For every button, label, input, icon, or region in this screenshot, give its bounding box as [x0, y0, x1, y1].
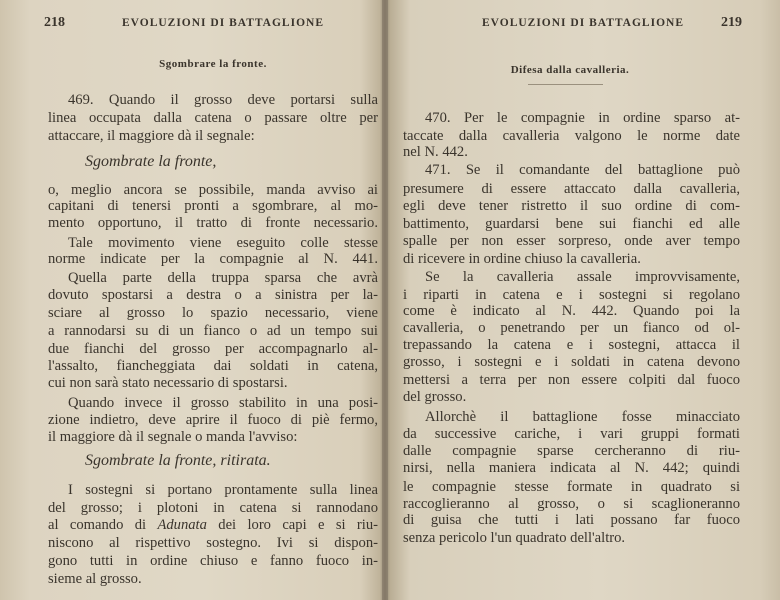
text-line: mettersi a terra per non essere colpiti dal fuoco [403, 372, 740, 388]
text-line: sieme al grosso. [48, 571, 142, 587]
text-line: capitani di tenersi pronti a sgombrare, al mo- [48, 198, 378, 214]
text-segment: al comando di [48, 517, 158, 533]
page-number: 218 [44, 15, 65, 30]
text-line: Se la cavalleria assale improvvisamente, [425, 269, 740, 285]
text-line: taccate dalla cavalleria valgono le norme date [403, 128, 740, 144]
text-line: da successive cariche, i vari gruppi formati [403, 426, 740, 442]
text-line: di ricevere in ordine chiuso la cavalleria. [403, 251, 641, 267]
italic-term: Adunata [157, 517, 207, 533]
text-line: i riparti in catena e i sostegni si regolano [403, 287, 740, 303]
text-line: senza pericolo l'un quadrato dell'altro. [403, 530, 626, 546]
text-line: linea occupata dalla catena o passare oltre per [48, 110, 378, 126]
text-line: niscono al rispettivo sostegno. Ivi si dispon- [48, 535, 378, 551]
text-line: raccoglieranno al grosso, o si scaglioneranno [403, 496, 740, 512]
left-page [0, 0, 386, 600]
text-line: a rannodarsi su di un fianco o ad un tempo sui [48, 323, 378, 339]
text-line: 471. Se il comandante del battaglione può [425, 162, 740, 178]
page-number: 219 [721, 15, 742, 30]
text-line: Quella parte della truppa sparsa che avrà [68, 270, 378, 286]
section-title: Difesa dalla cavalleria. [510, 64, 630, 76]
running-head: EVOLUZIONI DI BATTAGLIONE [482, 17, 684, 29]
signal-command-line: Sgombrate la fronte, ritirata. [85, 452, 271, 469]
text-line: presumere di essere attaccato dalla cavalleria, [403, 181, 740, 197]
text-line: o, meglio ancora se possibile, manda avviso ai [48, 182, 378, 198]
text-line: del grosso. [403, 389, 467, 405]
text-line: le compagnie stesse formate in quadrato si [403, 479, 740, 495]
text-line: I sostegni si portano prontamente sulla linea [68, 482, 378, 498]
text-line: 470. Per le compagnie in ordine sparso at- [425, 110, 740, 126]
text-line: Tale movimento viene eseguito colle stesse [68, 235, 378, 251]
text-line: come è indicato al N. 442. Quando poi la [403, 303, 740, 319]
running-head: EVOLUZIONI DI BATTAGLIONE [122, 17, 324, 29]
text-line: 469. Quando il grosso deve portarsi sulla [68, 92, 378, 108]
text-line: grosso, i sostegni e i soldati in catena devono [403, 354, 740, 370]
text-line: due fianchi del grosso per accompagnarlo al- [48, 341, 378, 357]
text-line: dalle compagnie sparse cercheranno di riu- [403, 443, 740, 459]
text-line: nel N. 442. [403, 144, 468, 160]
text-line: Allorchè il battaglione fosse minacciato [425, 409, 740, 425]
text-line: mento opportuno, il tratto di fronte necessario. [48, 215, 378, 231]
text-line: trepassando la catena e i sostegni, attacca il [403, 337, 740, 353]
text-line: cavalleria, o penetrando per un fianco od ol- [403, 320, 740, 336]
text-line: nirsi, nella maniera indicata al N. 442; quindi [403, 460, 740, 476]
section-title: Sgombrare la fronte. [159, 58, 267, 70]
text-segment: dei loro capi e si riu- [206, 517, 378, 533]
text-line: norme indicate per la compagnie al N. 441. [48, 251, 378, 267]
text-line: del grosso; i plotoni in catena si rannodano [48, 500, 378, 516]
text-line: cui non sarà stato necessario di spostarsi. [48, 375, 288, 391]
text-line: attaccare, il maggiore dà il segnale: [48, 128, 255, 144]
text-line: l'assalto, fiancheggiata dai soldati in catena, [48, 358, 378, 374]
text-line: zione indietro, deve aprire il fuoco di piè fermo, [48, 412, 378, 428]
text-line: il maggiore dà il segnale o manda l'avviso: [48, 429, 298, 445]
text-line: di guisa che tutti i lati possano far fuoco [403, 512, 740, 528]
text-line: battimento, guardarsi bene sui fianchi ed alle [403, 216, 740, 232]
section-rule [528, 84, 603, 85]
text-line: gono tutti in ordine chiuso e fanno fuoco in- [48, 553, 378, 569]
text-line: dovuto spostarsi a destra o a sinistra per la- [48, 287, 378, 303]
text-line: spalle per non esser sorpreso, onde aver tempo [403, 233, 740, 249]
right-page [388, 0, 780, 600]
text-line [48, 515, 378, 535]
text-line: sciare al grosso lo spazio necessario, viene [48, 305, 378, 321]
text-line: Quando invece il grosso stabilito in una posi- [68, 395, 378, 411]
text-line: egli deve tener ristretto il suo ordine di com- [403, 198, 740, 214]
signal-command-line: Sgombrate la fronte, [85, 153, 217, 170]
